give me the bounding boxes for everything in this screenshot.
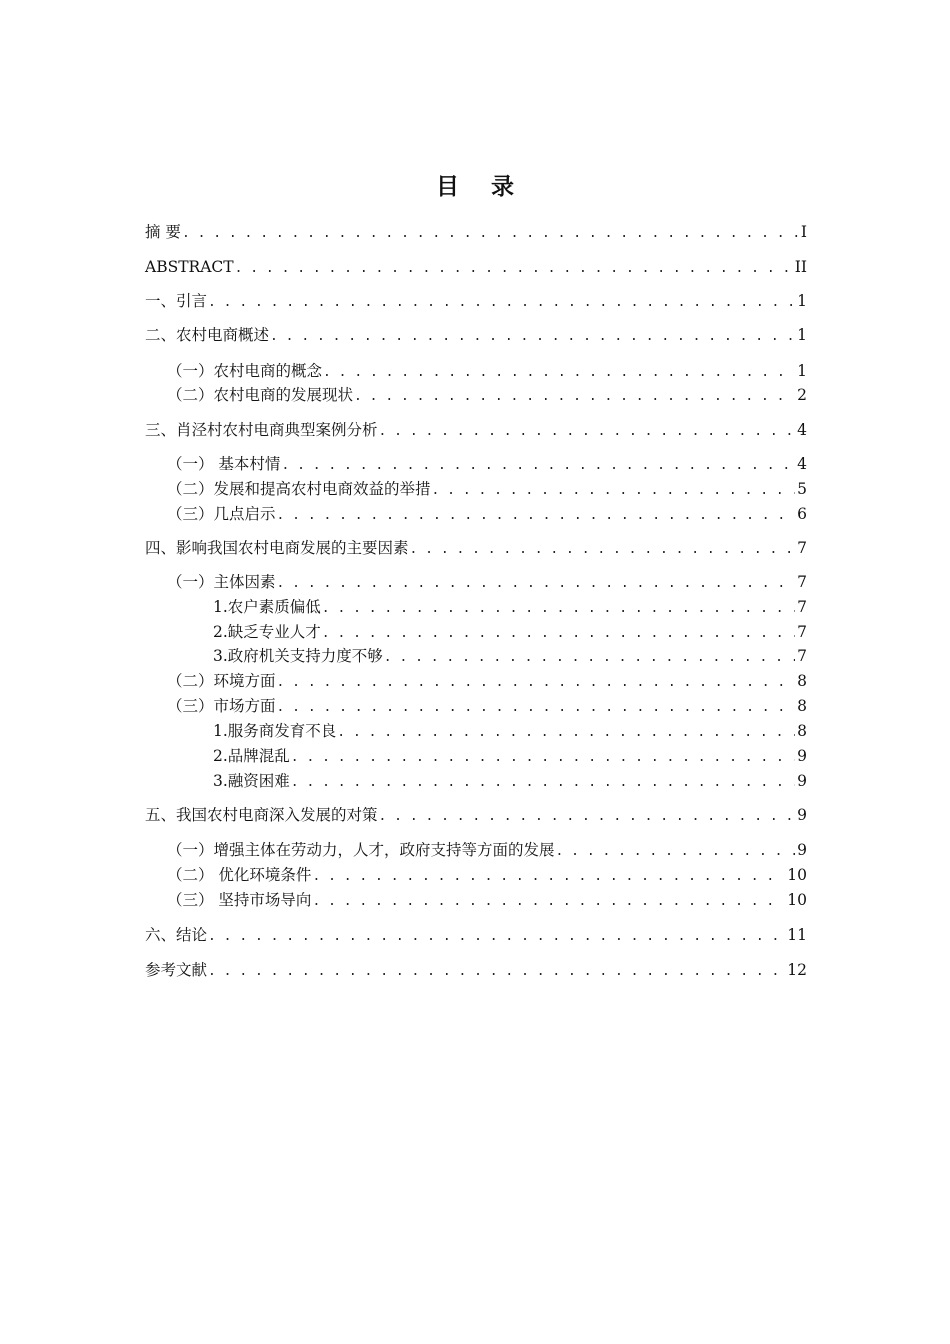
toc-entry-page: 9 [797,841,807,859]
toc-dot-leader [291,772,795,794]
toc-entry[interactable] [145,745,807,767]
toc-entry[interactable] [145,889,807,911]
toc-entry[interactable] [145,695,807,717]
toc-entry-label: 五、我国农村电商深入发展的对策 [145,806,378,824]
toc-entry-page: 7 [797,539,807,557]
toc-entry-label: 参考文献 [145,961,208,979]
toc-entry-label: 摘 要 [145,223,181,241]
toc-entry-label: 六、结论 [145,926,208,944]
toc-entry[interactable] [145,804,807,826]
toc-entry-label: 四、影响我国农村电商发展的主要因素 [145,539,409,557]
toc-entry-page: 9 [797,806,807,824]
toc-entry-label: （二）环境方面 [167,672,276,690]
toc-entry-label: ABSTRACT [145,258,234,276]
toc-entry[interactable] [145,503,807,525]
toc-entry-label: 二、农村电商概述 [145,326,270,344]
toc-entry-page: 1 [797,292,807,310]
toc-entry-page: 10 [787,866,807,884]
toc-entry[interactable] [145,864,807,886]
toc-entry-page: 8 [797,672,807,690]
toc-entry[interactable] [145,537,807,559]
toc-dot-leader [337,722,795,744]
toc-entry-label: 一、引言 [145,292,208,310]
toc-dot-leader [277,573,796,595]
toc-entry-page: 7 [797,573,807,591]
toc-entry-label: 1.服务商发育不良 [213,722,337,740]
toc-dot-leader [281,455,795,477]
toc-entry-label: （三）市场方面 [167,697,276,715]
toc-entry[interactable] [145,384,807,406]
toc-dot-leader [182,223,799,245]
toc-dot-leader [312,866,785,888]
toc-entry[interactable] [145,924,807,946]
toc-entry-page: 4 [797,455,807,473]
toc-entry-page: 12 [787,961,807,979]
toc-entry-label: 3.政府机关支持力度不够 [213,647,383,665]
toc-entry[interactable] [145,770,807,792]
toc-title: 目 录 [435,174,526,200]
toc-entry-label: （一）主体因素 [167,573,276,591]
toc-entry-page: I [800,223,807,241]
toc-dot-leader [277,505,796,527]
toc-entry[interactable] [145,419,807,441]
toc-list [145,0,807,1344]
toc-entry-page: 7 [797,598,807,616]
toc-entry[interactable] [145,720,807,742]
toc-entry[interactable] [145,621,807,643]
toc-entry-label: （一） 基本村情 [167,455,281,473]
toc-entry-label: （三）几点启示 [167,505,276,523]
toc-entry-label: （二）农村电商的发展现状 [167,386,354,404]
toc-entry-page: 1 [797,326,807,344]
toc-entry[interactable] [145,324,807,346]
toc-entry[interactable] [145,839,807,861]
toc-entry[interactable] [145,571,807,593]
toc-entry-label: 2.品牌混乱 [213,747,290,765]
toc-entry[interactable] [145,959,807,981]
toc-dot-leader [432,480,796,502]
toc-entry-page: 10 [787,891,807,909]
toc-dot-leader [354,386,795,408]
toc-entry-page: 8 [797,722,807,740]
toc-entry-label: （一）增强主体在劳动力，人才，政府支持等方面的发展 [167,841,555,859]
toc-dot-leader [235,258,793,280]
toc-entry[interactable] [145,645,807,667]
toc-entry-page: 11 [787,926,807,944]
toc-entry[interactable] [145,478,807,500]
toc-dot-leader [323,362,795,384]
toc-entry-label: （二） 优化环境条件 [167,866,312,884]
toc-entry-page: II [794,258,807,276]
toc-entry-label: 三、肖泾村农村电商典型案例分析 [145,421,378,439]
toc-entry-page: 2 [797,386,807,404]
toc-entry-label: （二）发展和提高农村电商效益的举措 [167,480,431,498]
toc-dot-leader [270,326,795,348]
toc-entry-label: （一）农村电商的概念 [167,362,323,380]
toc-entry-page: 9 [797,747,807,765]
toc-entry-page: 5 [797,480,807,498]
toc-dot-leader [208,961,785,983]
toc-dot-leader [277,672,796,694]
toc-entry-page: 7 [797,647,807,665]
toc-dot-leader [556,841,796,863]
toc-entry[interactable] [145,221,807,243]
toc-dot-leader [208,292,795,314]
toc-entry-page: 7 [797,623,807,641]
toc-entry-label: 3.融资困难 [213,772,290,790]
toc-entry[interactable] [145,453,807,475]
toc-entry-page: 4 [797,421,807,439]
toc-entry[interactable] [145,670,807,692]
toc-dot-leader [312,891,785,913]
toc-entry-page: 9 [797,772,807,790]
toc-entry[interactable] [145,360,807,382]
toc-entry-page: 6 [797,505,807,523]
toc-dot-leader [379,421,796,443]
toc-dot-leader [322,598,795,620]
toc-entry-label: 2.缺乏专业人才 [213,623,321,641]
toc-entry-label: （三） 坚持市场导向 [167,891,312,909]
toc-dot-leader [410,539,796,561]
toc-dot-leader [208,926,785,948]
toc-dot-leader [277,697,796,719]
toc-dot-leader [291,747,795,769]
toc-dot-leader [322,623,795,645]
toc-dot-leader [384,647,795,669]
toc-entry-page: 1 [797,362,807,380]
toc-entry[interactable] [145,290,807,312]
toc-entry[interactable] [145,256,807,278]
toc-entry-page: 8 [797,697,807,715]
toc-entry[interactable] [145,596,807,618]
toc-entry-label: 1.农户素质偏低 [213,598,321,616]
toc-dot-leader [379,806,796,828]
